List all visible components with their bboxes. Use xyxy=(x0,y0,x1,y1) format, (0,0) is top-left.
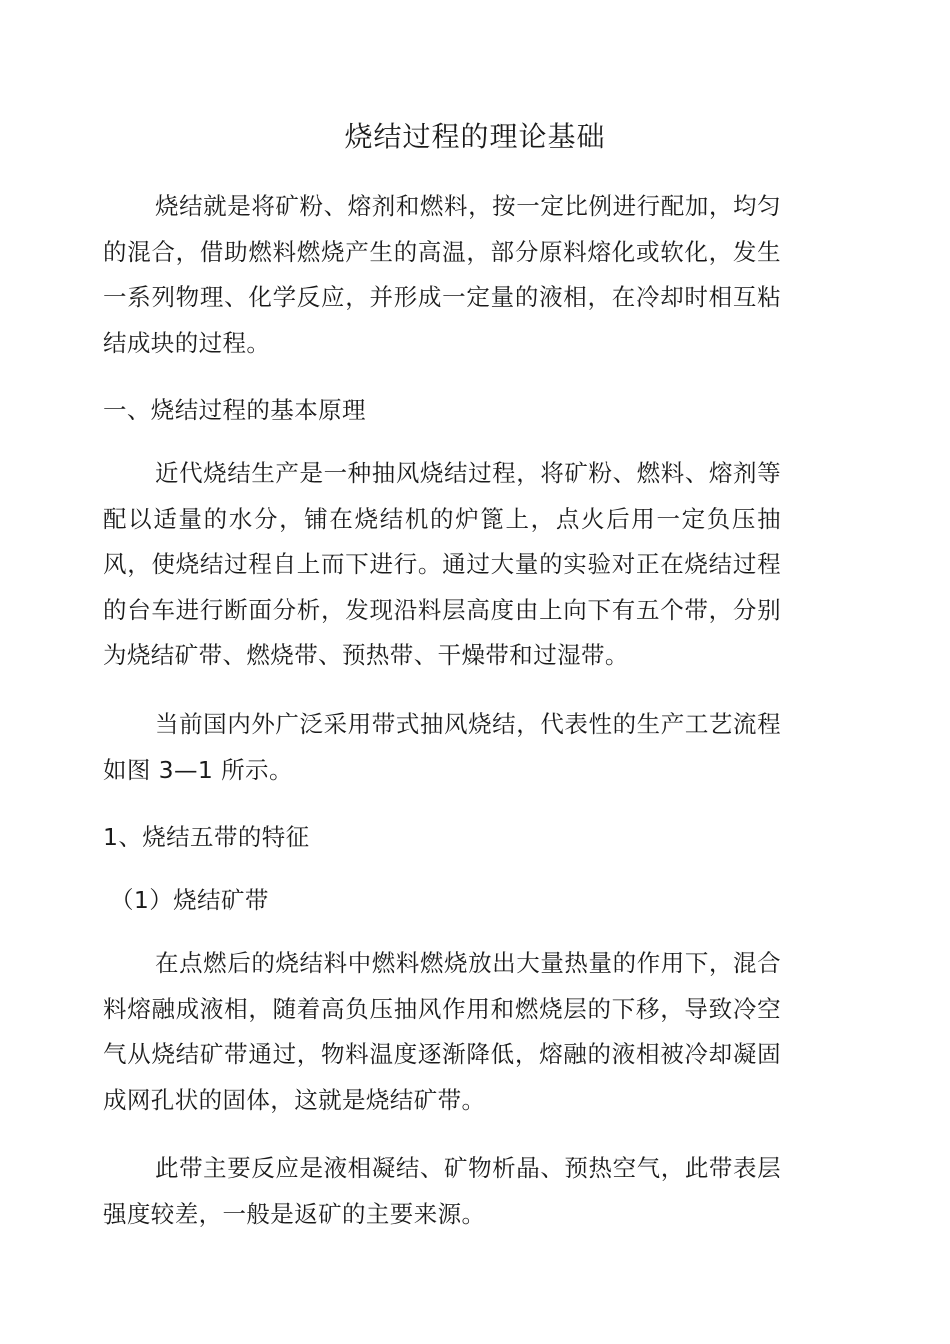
subsubsection-heading-sinter-band: （1）烧结矿带 xyxy=(110,886,269,914)
intro-paragraph: 烧结就是将矿粉、熔剂和燃料，按一定比例进行配加，均匀的混合，借助燃料燃烧产生的高温，部分原料熔化或软化，发生一系列物理、化学反应，并形成一定量的液相，在冷却时相互粘结成块的过程。 xyxy=(103,192,781,357)
sinter-band-reaction-paragraph: 此带主要反应是液相凝结、矿物析晶、预热空气，此带表层强度较差，一般是返矿的主要来源。 xyxy=(103,1154,781,1228)
document-title: 烧结过程的理论基础 xyxy=(344,120,606,153)
section-heading-basic-principle: 一、烧结过程的基本原理 xyxy=(103,396,366,424)
principle-paragraph: 近代烧结生产是一种抽风烧结过程，将矿粉、燃料、熔剂等配以适量的水分，铺在烧结机的炉篦上，点火后用一定负压抽风，使烧结过程自上而下进行。通过大量的实验对正在烧结过程的台车进行断面分析，发现沿料层高度由上向下有五个带，分别为烧结矿带、燃烧带、预热带、干燥带和过湿带。 xyxy=(103,459,781,669)
sinter-band-paragraph: 在点燃后的烧结料中燃料燃烧放出大量热量的作用下，混合料熔融成液相，随着高负压抽风作用和燃烧层的下移，导致冷空气从烧结矿带通过，物料温度逐渐降低，熔融的液相被冷却凝固成网孔状的固体，这就是烧结矿带。 xyxy=(103,949,781,1114)
subsection-heading-five-bands: 1、烧结五带的特征 xyxy=(103,823,310,851)
process-flow-paragraph: 当前国内外广泛采用带式抽风烧结，代表性的生产工艺流程如图 3—1 所示。 xyxy=(103,710,781,784)
